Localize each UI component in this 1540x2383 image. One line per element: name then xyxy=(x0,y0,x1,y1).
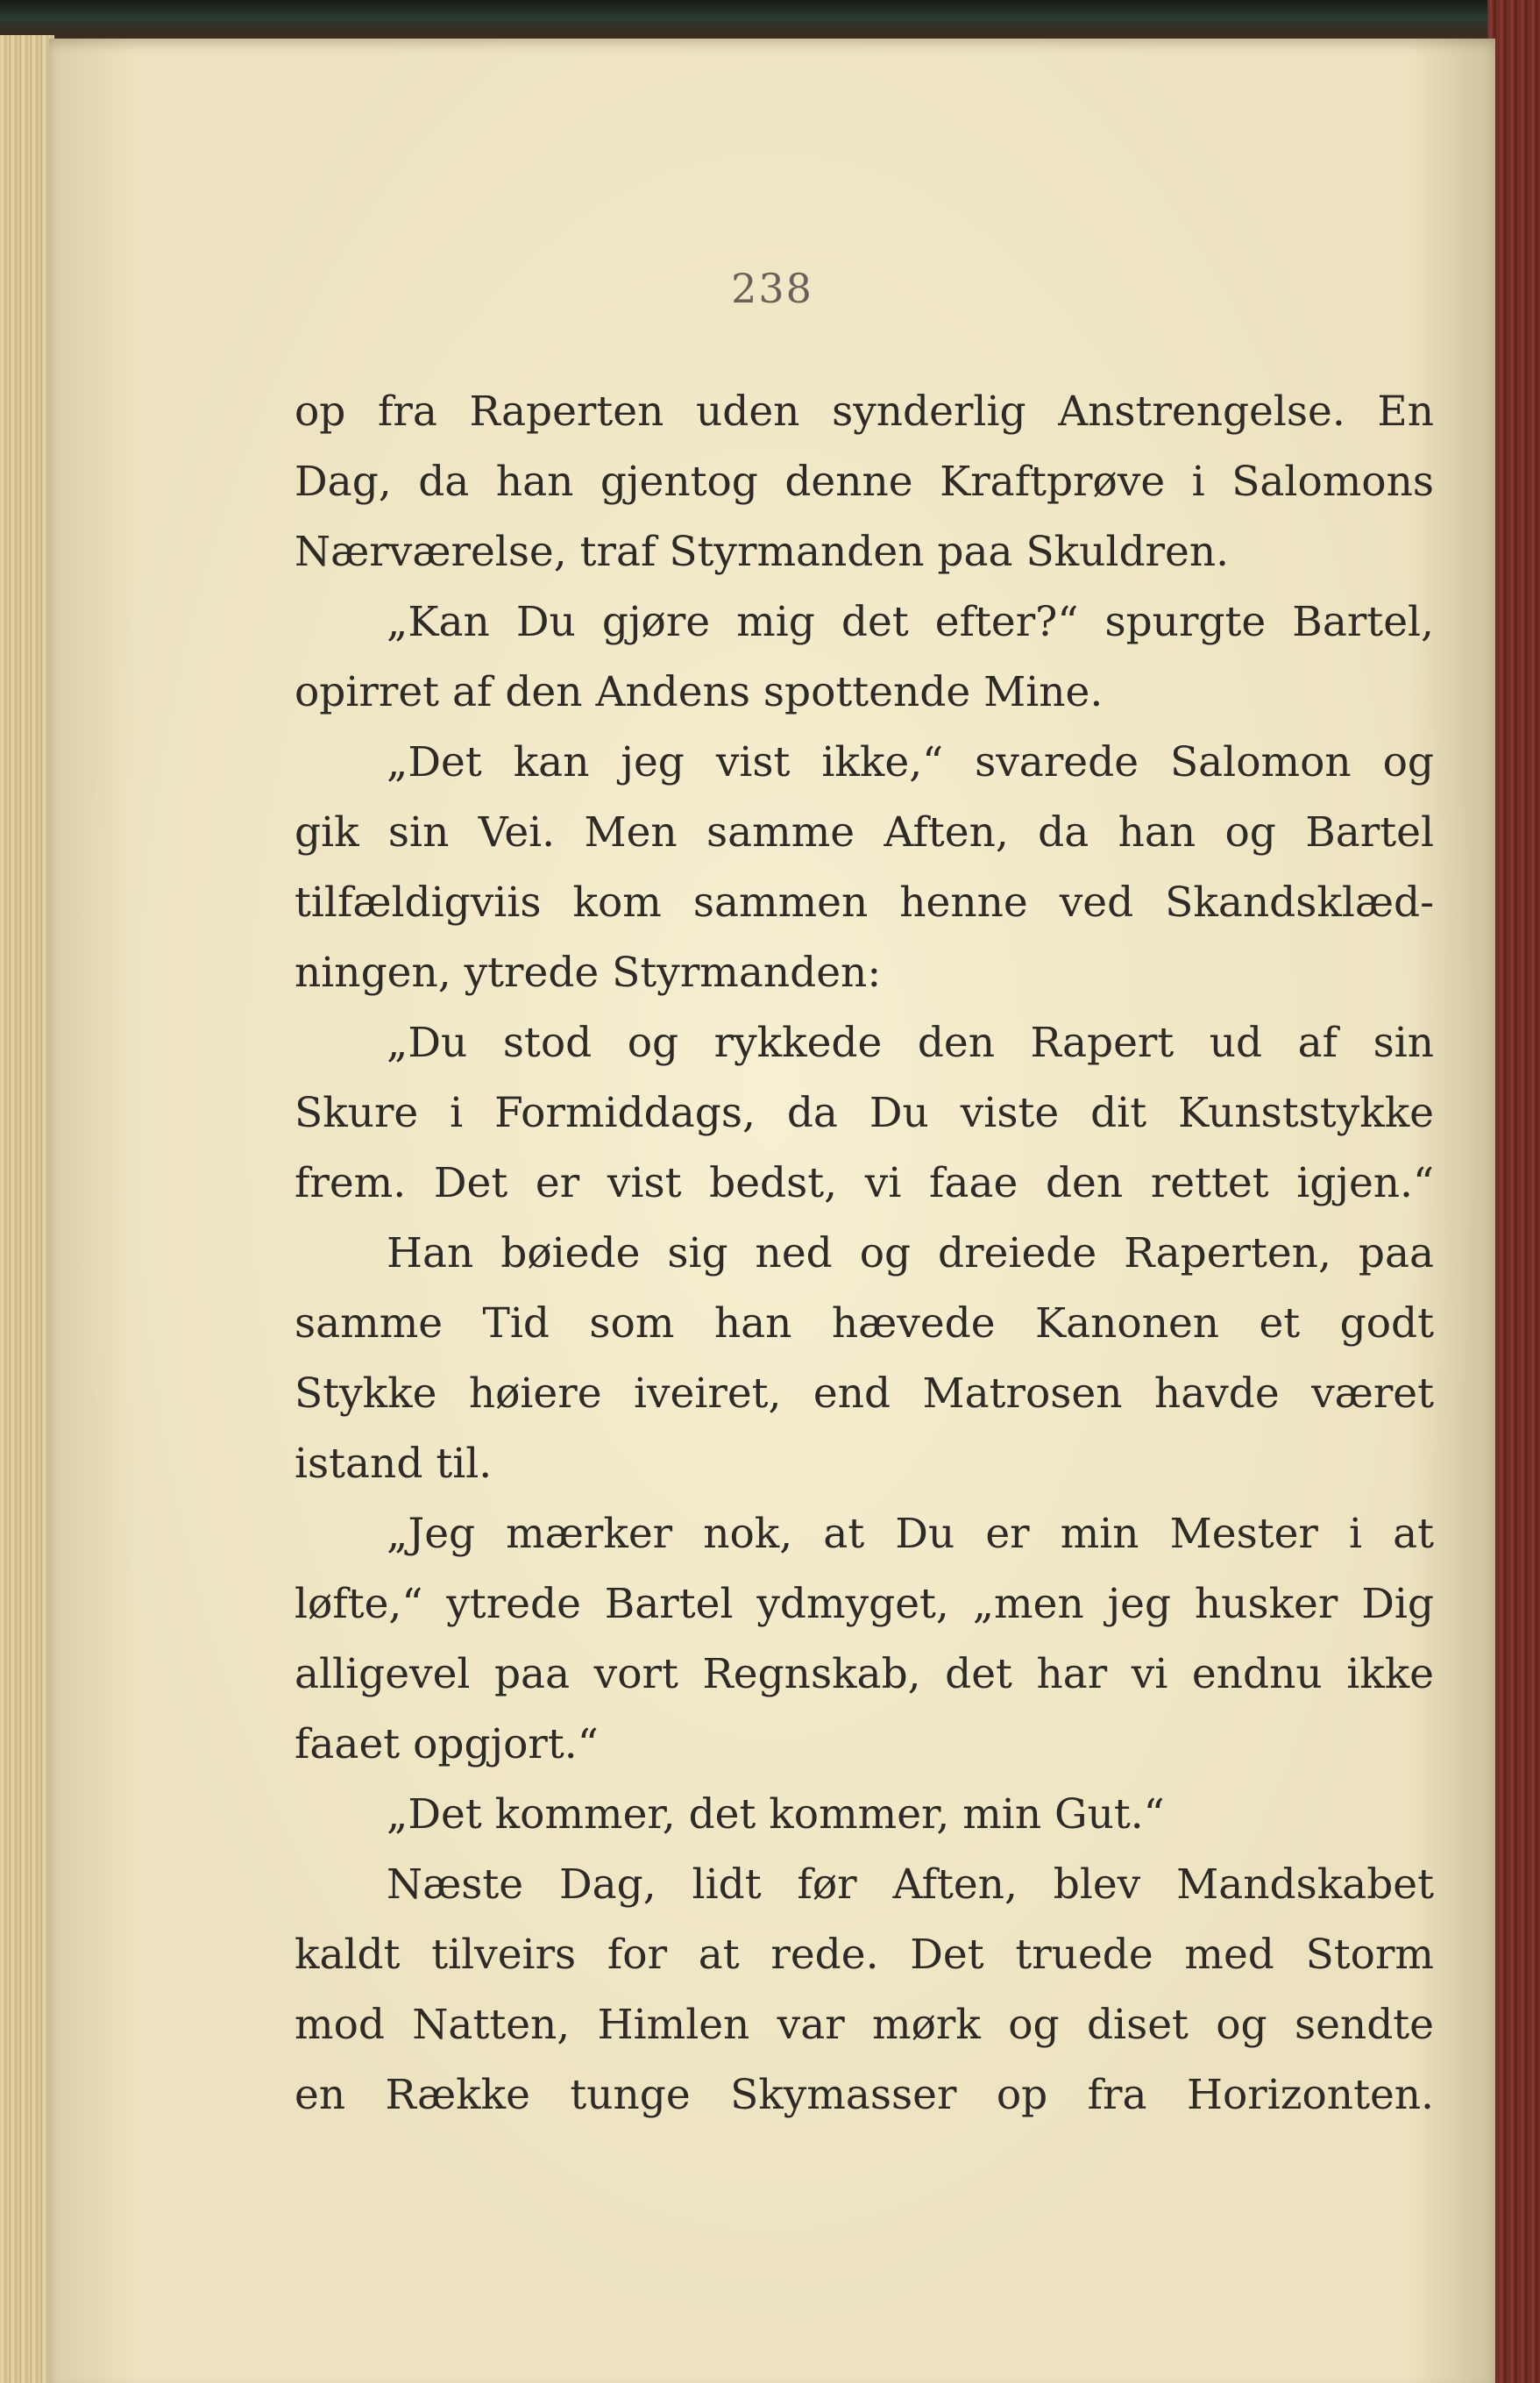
page-edges-left xyxy=(0,35,54,2383)
book-page xyxy=(49,39,1495,2383)
text-line: frem. Det er vist bedst, vi faae den rettet igjen.“ xyxy=(295,1159,1434,1207)
text-line: „Kan Du gjøre mig det efter?“ spurgte Bartel, xyxy=(387,598,1434,646)
text-line: ningen, ytrede Styrmanden: xyxy=(295,949,882,997)
text-line: Han bøiede sig ned og dreiede Raperten, paa xyxy=(387,1229,1434,1277)
text-line: Næste Dag, lidt før Aften, blev Mandskabet xyxy=(387,1860,1434,1909)
body-text xyxy=(295,377,1434,2130)
text-line: løfte,“ ytrede Bartel ydmyget, „men jeg husker Dig xyxy=(295,1580,1434,1628)
text-line: Skure i Formiddags, da Du viste dit Kunststykke xyxy=(295,1089,1434,1137)
page-number: 238 xyxy=(731,265,813,312)
text-line: en Række tunge Skymasser op fra Horizonten. xyxy=(295,2071,1434,2119)
book-edge-right xyxy=(1487,0,1540,2383)
text-line: istand til. xyxy=(295,1440,493,1488)
text-line: gik sin Vei. Men samme Aften, da han og Bartel xyxy=(295,808,1434,857)
text-line: tilfældigviis kom sammen henne ved Skandsklæd- xyxy=(295,879,1434,927)
text-line: Nærværelse, traf Styrmanden paa Skuldren. xyxy=(295,528,1230,576)
text-line: Stykke høiere iveiret, end Matrosen havde været xyxy=(295,1369,1434,1418)
text-line: Dag, da han gjentog denne Kraftprøve i Salomons xyxy=(295,458,1434,506)
text-line: opirret af den Andens spottende Mine. xyxy=(295,668,1104,716)
text-line: samme Tid som han hævede Kanonen et godt xyxy=(295,1299,1434,1348)
text-line: faaet opgjort.“ xyxy=(295,1720,599,1768)
text-line: kaldt tilveirs for at rede. Det truede med Storm xyxy=(295,1931,1434,1979)
text-line: „Det kan jeg vist ikke,“ svarede Salomon og xyxy=(387,738,1434,786)
text-line: „Det kommer, det kommer, min Gut.“ xyxy=(387,1790,1165,1839)
text-line: „Du stod og rykkede den Rapert ud af sin xyxy=(387,1019,1434,1067)
text-line: alligevel paa vort Regnskab, det har vi endnu ikke xyxy=(295,1650,1434,1698)
text-line: mod Natten, Himlen var mørk og diset og sendte xyxy=(295,2001,1434,2049)
text-line: „Jeg mærker nok, at Du er min Mester i at xyxy=(387,1510,1434,1558)
text-line: op fra Raperten uden synderlig Anstrengelse. En xyxy=(295,388,1434,436)
